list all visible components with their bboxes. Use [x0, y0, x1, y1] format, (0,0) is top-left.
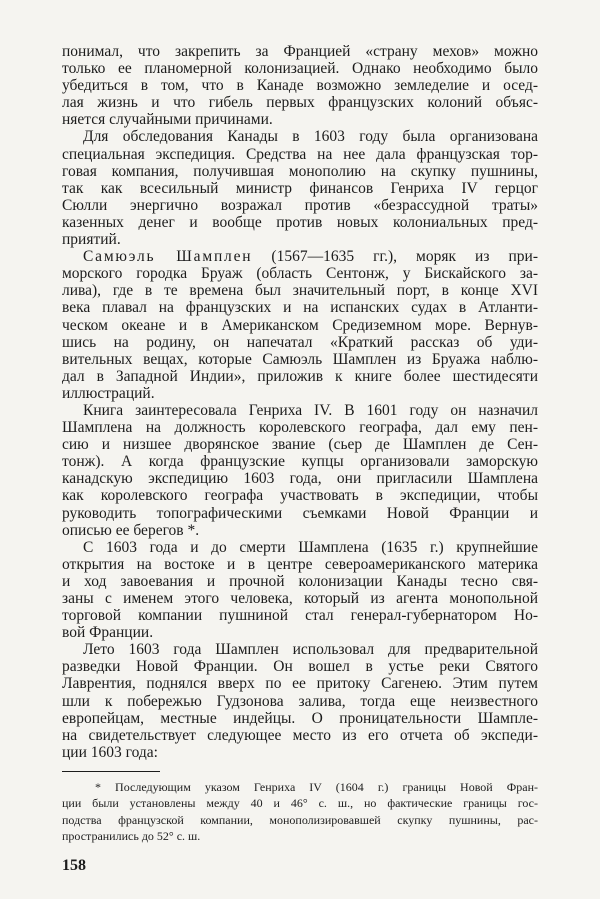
text-line: шли к побережью Гудзонова залива, тогда еще неизвестного — [62, 692, 538, 710]
text-line: на свидетельствует следующее место из его отчета об экспеди- — [62, 726, 538, 744]
text-line: Шамплена на должность королевского географа, дал ему пен- — [62, 419, 538, 437]
paragraph — [62, 539, 538, 642]
text-line: лая жизнь и что гибель первых французских колоний объяс- — [62, 94, 538, 112]
text-line: европейцам, местные индейцы. О проницательности Шампле- — [62, 709, 538, 727]
footnote-line: пространились до 52° с. ш. — [62, 828, 201, 843]
text-line: вительных вещах, которые Самюэль Шамплен из Бруажа наблю- — [62, 350, 538, 368]
text-line: так как всесильный министр финансов Генриха IV герцог — [62, 179, 538, 197]
text-line: иллюстраций. — [62, 384, 155, 402]
text-line: понимал, что закрепить за Францией «страну мехов» можно — [62, 43, 538, 60]
page-number: 158 — [62, 857, 86, 874]
text-line: лива), где в те времена был значительный порт, в конце XVI — [62, 282, 538, 300]
text-line: ческом океане и в Американском Средиземном море. Вернув- — [62, 316, 538, 334]
text-line: века плавал на французских и на испанских судах в Атланти- — [62, 299, 538, 317]
text-line: казенных денег и вообще против новых колониальных пред- — [62, 213, 538, 231]
text-line: приятий. — [62, 231, 121, 249]
footnote — [62, 779, 538, 844]
text-line: канадскую экспедицию 1603 года, они пригласили Шамплена — [62, 470, 538, 488]
text-line: сию и низшее дворянское звание (сьер де Шамплен де Сен- — [62, 436, 538, 454]
main-text — [62, 43, 538, 761]
text-line: С 1603 года и до смерти Шамплена (1635 г.) крупнейшие — [83, 538, 538, 556]
text-line: Лаврентия, поднялся вверх по ее притоку Сагенею. Этим путем — [62, 675, 538, 693]
paragraph — [62, 641, 538, 761]
text-line: Книга заинтересовала Генриха IV. В 1601 году он назначил — [83, 401, 538, 419]
footnote-line: ции были установлены между 40 и 46° с. ш., но фактические границы гос- — [62, 796, 538, 811]
text-line: описью ее берегов *. — [62, 521, 200, 539]
text-line — [62, 248, 538, 265]
footnote-line: * Последующим указом Генриха IV (1604 г.) границы Новой Фран- — [95, 780, 538, 794]
paragraph — [62, 248, 538, 402]
text-line: шись на родину, он напечатал «Краткий рассказ об уди- — [62, 333, 538, 351]
text-line: дал в Западной Индии», приложив к книге более шестидесяти — [62, 367, 538, 385]
text-line: морского городка Бруаж (область Сентонж, у Бискайского за- — [62, 265, 538, 283]
footnote-rule — [62, 771, 160, 772]
paragraph — [62, 402, 538, 539]
paragraph — [62, 128, 538, 248]
text-line: убедиться в том, что в Канаде возможно земледелие и осед- — [62, 77, 538, 95]
text-line: открытия на востоке и в центре североамериканского материка — [62, 555, 538, 573]
text-line: вой Франции. — [62, 624, 154, 642]
text-line: няется случайными причинами. — [62, 111, 273, 129]
footnote-line: подства французской компании, монополизировавшей скупку пушнины, рас- — [62, 812, 538, 827]
text-line: и ход завоевания и прочной колонизации Канады тесно свя- — [62, 572, 538, 590]
text-line: только ее планомерной колонизацией. Однако необходимо было — [62, 60, 538, 78]
text-line: ции 1603 года: — [62, 743, 158, 761]
emphasized-name: Самюэль Шамплен — [83, 248, 253, 266]
text-line: разведки Новой Франции. Он вошел в устье реки Святого — [62, 658, 538, 676]
text-line: Лето 1603 года Шамплен использовал для предварительной — [83, 641, 538, 659]
text-line: говая компания, получившая монополию на скупку пушнины, — [62, 162, 538, 180]
text-line: Для обследования Канады в 1603 году была организована — [83, 128, 538, 146]
text-line: как королевского географа участвовать в экспедиции, чтобы — [62, 487, 538, 505]
text-line: заны с именем этого человека, который из агента монопольной — [62, 590, 538, 607]
text-line: тонж). А когда французские купцы организовали заморскую — [62, 453, 538, 471]
text-line: специальная экспедиция. Средства на нее дала французская тор- — [62, 145, 538, 163]
text-line: руководить топографическими съемками Новой Франции и — [62, 504, 538, 522]
text-line: торговой компании пушниной стал генерал-губернатором Но- — [62, 607, 538, 625]
paragraph — [62, 43, 538, 128]
text-segment: (1567—1635 гг.), моряк из при- — [271, 248, 538, 266]
text-line: Сюлли энергично возражал против «безрассудной траты» — [62, 196, 538, 214]
